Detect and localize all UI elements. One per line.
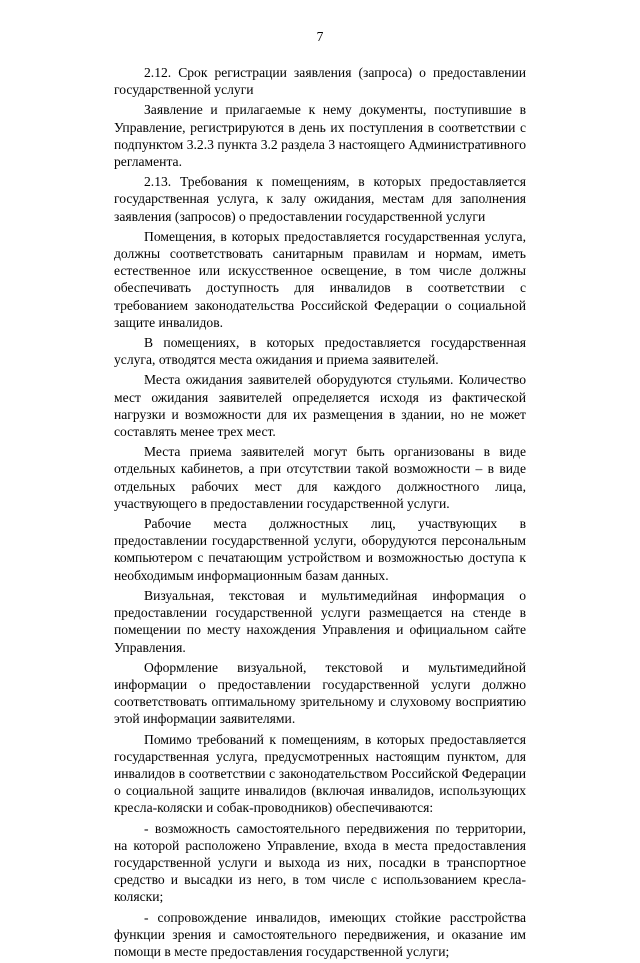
paragraph-workplaces: Рабочие места должностных лиц, участвующих в предоставлении государственной услуги, оборудуются персональным компьютером с печатающим устройством и возможностью доступа к необходимым информационным базам данных. [114, 516, 526, 583]
document-body [114, 64, 526, 963]
list-item-movement: - возможность самостоятельного передвижения по территории, на которой расположено Управление, входа в места предоставления государственной услуги и выхода из них, посадки в транспортное средство и высадки из него, в том числе с использованием кресла-коляски; [114, 820, 526, 905]
paragraph-disabled-requirements: Помимо требований к помещениям, в которых предоставляется государственная услуга, предусмотренных настоящим пунктом, для инвалидов в соответствии с законодательством Российской Федерации о социальной защите инвалидов (включая инвалидов, использующих кресла-коляски и собак-проводников) обеспечиваются: [114, 731, 526, 816]
paragraph-visual-info: Визуальная, текстовая и мультимедийная информация о предоставлении государственной услуги размещается на стенде в помещении по месту нахождения Управления и официальном сайте Управления. [114, 587, 526, 655]
paragraph-waiting-places: В помещениях, в которых предоставляется государственная услуга, отводятся места ожидания и приема заявителей. [114, 335, 526, 368]
paragraph-2-13-heading: 2.13. Требования к помещениям, в которых предоставляется государственная услуга, к залу ожидания, местам для заполнения заявления (запросов) о предоставлении государственной услуги [114, 174, 526, 224]
list-item-escort: - сопровождение инвалидов, имеющих стойкие расстройства функции зрения и самостоятельного передвижения, и оказание им помощи в месте предоставления государственной услуги; [114, 909, 526, 959]
paragraph-2-12-heading: 2.12. Срок регистрации заявления (запроса) о предоставлении государственной услуги [114, 65, 526, 98]
paragraph-registration: Заявление и прилагаемые к нему документы, поступившие в Управление, регистрируются в день их поступления в соответствии с подпунктом 3.2.3 пункта 3.2 раздела 3 настоящего Административного регламента. [114, 102, 526, 170]
paragraph-info-design: Оформление визуальной, текстовой и мультимедийной информации о предоставлении государственной услуги должно соответствовать оптимальному зрительному и слуховому восприятию этой информации заявителями. [114, 659, 526, 727]
paragraph-premises-requirements: Помещения, в которых предоставляется государственная услуга, должны соответствовать санитарным правилам и нормам, иметь естественное или искусственное освещение, в том числе должны обеспечивать доступность для инвалидов в соответствии с требованием законодательства Российской Федерации о социальной защите инвалидов. [114, 228, 526, 330]
paragraph-reception-places: Места приема заявителей могут быть организованы в виде отдельных кабинетов, а при отсутствии такой возможности – в виде отдельных рабочих мест для каждого должностного лица, участвующего в предоставлении государственной услуги. [114, 444, 526, 511]
paragraph-waiting-chairs: Места ожидания заявителей оборудуются стульями. Количество мест ожидания заявителей определяется исходя из фактической нагрузки и возможности для их размещения в здании, но не может составлять менее трех мест. [114, 372, 526, 440]
page-number: 7 [316, 29, 324, 44]
